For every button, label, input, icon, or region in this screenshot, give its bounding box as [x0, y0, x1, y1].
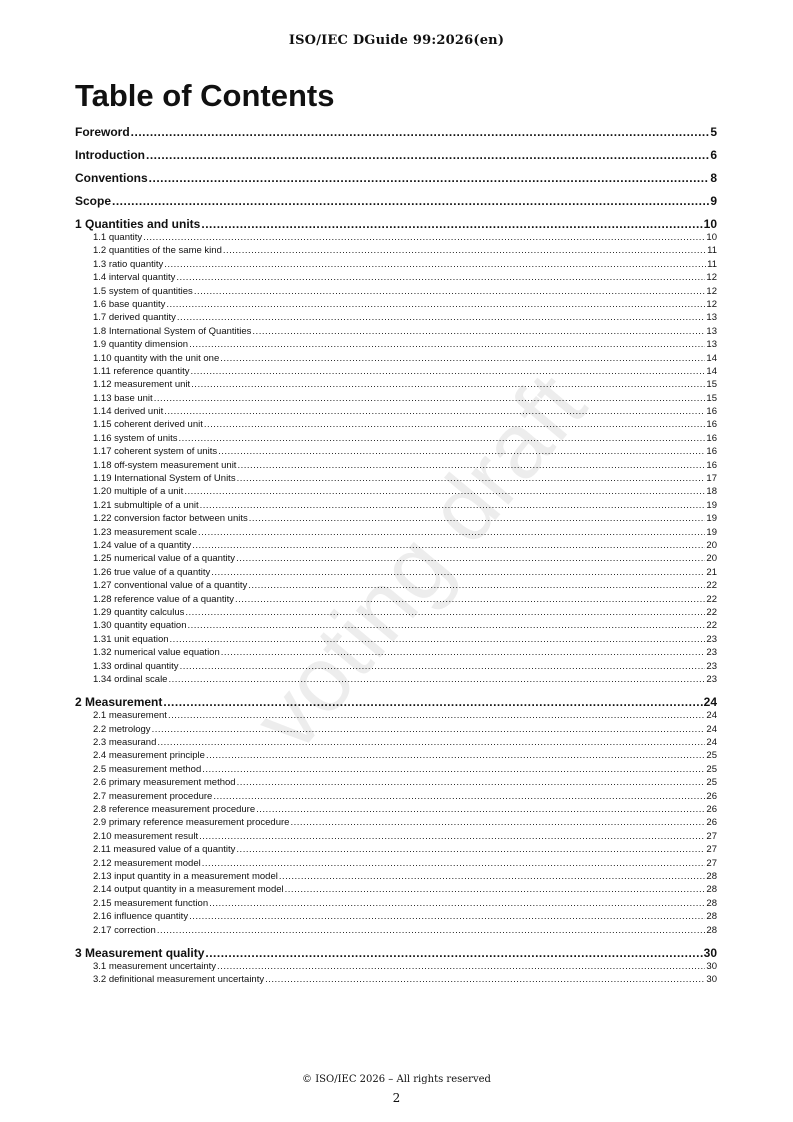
- toc-subsection-entry[interactable]: [75, 723, 717, 736]
- dot-leader: [189, 910, 705, 923]
- toc-entry-page: 26: [706, 790, 717, 802]
- toc-entry-label: 1.27 conventional value of a quantity: [93, 580, 248, 592]
- toc-entry-label: 1.18 off-system measurement unit: [93, 459, 237, 471]
- toc-entry-page: 18: [706, 486, 717, 498]
- toc-entry-label: 3 Measurement quality: [75, 945, 205, 960]
- page-footer: [0, 1073, 793, 1105]
- toc-entry-label: 2.2 metrology: [93, 723, 151, 735]
- toc-entry-page: 17: [706, 473, 717, 485]
- toc-entry-page: 14: [706, 352, 717, 364]
- toc-subsection-entry[interactable]: [75, 709, 717, 722]
- toc-entry-page: 23: [706, 660, 717, 672]
- dot-leader: [178, 432, 705, 445]
- toc-entry-page: 13: [706, 325, 717, 337]
- toc-subsection-entry[interactable]: [75, 539, 717, 552]
- toc-entry-page: 9: [710, 194, 717, 208]
- toc-section-entry[interactable]: [75, 194, 717, 208]
- toc-entry-label: 1.24 value of a quantity: [93, 539, 192, 551]
- toc-entry-label: 1.26 true value of a quantity: [93, 566, 211, 578]
- toc-section-entry[interactable]: [75, 217, 717, 231]
- dot-leader: [211, 566, 705, 579]
- dot-leader: [164, 258, 706, 271]
- toc-entry-page: 5: [710, 125, 717, 139]
- dot-leader: [202, 763, 705, 776]
- toc-entry-page: 23: [706, 673, 717, 685]
- dot-leader: [201, 217, 702, 231]
- toc-entry-page: 6: [710, 148, 717, 162]
- toc-entry-label: 2.8 reference measurement procedure: [93, 804, 256, 816]
- toc-entry-label: 2.13 input quantity in a measurement model: [93, 870, 278, 882]
- toc-subsection-entry[interactable]: [75, 924, 717, 937]
- dot-leader: [213, 790, 705, 803]
- dot-leader: [180, 660, 706, 673]
- toc-subsection-entry[interactable]: [75, 392, 717, 405]
- dot-leader: [256, 803, 705, 816]
- toc-subsection-entry[interactable]: [75, 298, 717, 311]
- toc-entry-page: 26: [706, 817, 717, 829]
- toc-subsection-entry[interactable]: [75, 883, 717, 896]
- toc-entry-page: 30: [706, 974, 717, 986]
- toc-entry-page: 13: [706, 339, 717, 351]
- toc-entry-label: 2.4 measurement principle: [93, 750, 205, 762]
- dot-leader: [190, 365, 705, 378]
- toc-entry-page: 16: [706, 419, 717, 431]
- dot-leader: [236, 843, 705, 856]
- toc-entry-label: 1.14 derived unit: [93, 406, 164, 418]
- toc-entry-label: 1.13 base unit: [93, 392, 153, 404]
- toc-entry-page: 26: [706, 804, 717, 816]
- dot-leader: [220, 352, 705, 365]
- dot-leader: [164, 405, 705, 418]
- dot-leader: [290, 816, 705, 829]
- toc-entry-page: 22: [706, 620, 717, 632]
- dot-leader: [248, 579, 705, 592]
- toc-entry-label: 2.11 measured value of a quantity: [93, 844, 236, 856]
- toc-entry-page: 27: [706, 857, 717, 869]
- toc-entry-page: 28: [706, 911, 717, 923]
- dot-leader: [236, 552, 705, 565]
- toc-entry-label: Introduction: [75, 148, 145, 162]
- toc-entry-label: 2 Measurement: [75, 695, 163, 710]
- toc-section-entry[interactable]: [75, 946, 717, 960]
- toc-subsection-entry[interactable]: [75, 646, 717, 659]
- toc-entry-label: 1.9 quantity dimension: [93, 339, 189, 351]
- toc-subsection-entry[interactable]: [75, 763, 717, 776]
- toc-subsection-entry[interactable]: [75, 459, 717, 472]
- toc-entry-label: 3.2 definitional measurement uncertainty: [93, 974, 265, 986]
- dot-leader: [285, 883, 706, 896]
- toc-subsection-entry[interactable]: [75, 418, 717, 431]
- toc-subsection-entry[interactable]: [75, 749, 717, 762]
- toc-entry-page: 22: [706, 606, 717, 618]
- dot-leader: [170, 633, 706, 646]
- toc-entry-label: 2.17 correction: [93, 924, 156, 936]
- toc-subsection-entry[interactable]: [75, 526, 717, 539]
- toc-entry-label: 1.2 quantities of the same kind: [93, 245, 222, 257]
- toc-section-entry[interactable]: [75, 695, 717, 709]
- dot-leader: [188, 619, 706, 632]
- toc-subsection-entry[interactable]: [75, 258, 717, 271]
- dot-leader: [252, 325, 705, 338]
- toc-entry-label: 1.11 reference quantity: [93, 365, 190, 377]
- toc-entry-label: 2.7 measurement procedure: [93, 790, 213, 802]
- dot-leader: [152, 723, 706, 736]
- toc-entry-label: 2.3 measurand: [93, 737, 157, 749]
- toc-entry-label: 1.1 quantity: [93, 232, 143, 243]
- toc-entry-page: 24: [703, 695, 717, 710]
- dot-leader: [112, 194, 709, 208]
- dot-leader: [168, 709, 705, 722]
- toc-entry-label: 1.10 quantity with the unit one: [93, 352, 220, 364]
- toc-subsection-entry[interactable]: [75, 271, 717, 284]
- toc-entry-label: 1.34 ordinal scale: [93, 673, 168, 685]
- toc-entry-page: 25: [706, 763, 717, 775]
- dot-leader: [131, 125, 710, 139]
- toc-entry-page: 12: [706, 298, 717, 310]
- toc-entry-label: 2.12 measurement model: [93, 857, 201, 869]
- dot-leader: [265, 973, 705, 986]
- dot-leader: [177, 311, 706, 324]
- toc-entry-page: 16: [706, 432, 717, 444]
- toc-entry-page: 10: [706, 232, 717, 243]
- page-title: Table of Contents: [75, 78, 335, 113]
- dot-leader: [199, 830, 705, 843]
- dot-leader: [202, 857, 706, 870]
- draft-watermark: voting draft: [234, 355, 605, 770]
- toc-entry-label: 1.19 International System of Units: [93, 473, 236, 485]
- toc-entry-page: 24: [706, 737, 717, 749]
- toc-entry-label: 2.6 primary measurement method: [93, 777, 236, 789]
- toc-subsection-entry[interactable]: [75, 857, 717, 870]
- toc-subsection-entry[interactable]: [75, 485, 717, 498]
- toc-entry-page: 19: [706, 526, 717, 538]
- toc-entry-page: 16: [706, 459, 717, 471]
- toc-subsection-entry[interactable]: [75, 352, 717, 365]
- toc-entry-page: 12: [706, 272, 717, 284]
- toc-entry-page: 19: [706, 513, 717, 525]
- toc-subsection-entry[interactable]: [75, 816, 717, 829]
- toc-subsection-entry[interactable]: [75, 606, 717, 619]
- dot-leader: [237, 776, 706, 789]
- toc-entry-label: 1.23 measurement scale: [93, 526, 198, 538]
- toc-entry-label: 2.5 measurement method: [93, 763, 202, 775]
- toc-entry-page: 20: [706, 553, 717, 565]
- toc-entry-page: 30: [703, 945, 717, 960]
- dot-leader: [249, 512, 706, 525]
- toc-subsection-entry[interactable]: [75, 633, 717, 646]
- toc-subsection-entry[interactable]: [75, 285, 717, 298]
- toc-subsection-entry[interactable]: [75, 619, 717, 632]
- page-number: 2: [392, 1091, 401, 1105]
- dot-leader: [157, 736, 705, 749]
- toc-entry-label: 1.31 unit equation: [93, 633, 169, 645]
- toc-entry-page: 13: [706, 312, 717, 324]
- toc-subsection-entry[interactable]: [75, 325, 717, 338]
- toc-entry-page: 16: [706, 446, 717, 458]
- running-header: ISO/IEC DGuide 99:2026(en): [288, 33, 505, 48]
- toc-entry-label: 2.9 primary reference measurement procedure: [93, 817, 290, 829]
- toc-subsection-entry[interactable]: [75, 736, 717, 749]
- toc-entry-label: Scope: [75, 194, 112, 208]
- toc-subsection-entry[interactable]: [75, 365, 717, 378]
- dot-leader: [237, 472, 706, 485]
- toc-entry-page: 20: [706, 539, 717, 551]
- dot-leader: [192, 539, 705, 552]
- toc-entry-page: 30: [706, 960, 717, 972]
- dot-leader: [204, 418, 706, 431]
- toc-entry-label: 1.12 measurement unit: [93, 379, 191, 391]
- toc-entry-page: 28: [706, 870, 717, 882]
- toc-subsection-entry[interactable]: [75, 830, 717, 843]
- toc-entry-label: 1.25 numerical value of a quantity: [93, 553, 236, 565]
- toc-entry-page: 25: [706, 750, 717, 762]
- dot-leader: [154, 392, 706, 405]
- toc-entry-page: 22: [706, 580, 717, 592]
- toc-entry-label: 2.10 measurement result: [93, 830, 199, 842]
- toc-subsection-entry[interactable]: [75, 579, 717, 592]
- toc-subsection-entry[interactable]: [75, 378, 717, 391]
- toc-entry-label: 3.1 measurement uncertainty: [93, 960, 217, 972]
- dot-leader: [143, 231, 705, 244]
- toc-entry-label: 1.16 system of units: [93, 432, 178, 444]
- dot-leader: [223, 244, 706, 257]
- dot-leader: [279, 870, 706, 883]
- toc-subsection-entry[interactable]: [75, 776, 717, 789]
- toc-entry-page: 27: [706, 844, 717, 856]
- toc-entry-page: 28: [706, 924, 717, 936]
- toc-subsection-entry[interactable]: [75, 405, 717, 418]
- dot-leader: [184, 485, 705, 498]
- toc-section-entry[interactable]: [75, 148, 717, 162]
- toc-entry-label: 1.32 numerical value equation: [93, 647, 220, 659]
- toc-entry-label: 1.28 reference value of a quantity: [93, 593, 235, 605]
- toc-entry-label: 1.33 ordinal quantity: [93, 660, 179, 672]
- toc-subsection-entry[interactable]: [75, 897, 717, 910]
- toc-entry-page: 19: [706, 499, 717, 511]
- dot-leader: [217, 960, 705, 973]
- toc-subsection-entry[interactable]: [75, 843, 717, 856]
- dot-leader: [205, 946, 702, 960]
- dot-leader: [166, 298, 705, 311]
- dot-leader: [218, 445, 705, 458]
- toc-subsection-entry[interactable]: [75, 973, 717, 986]
- toc-entry-page: 25: [706, 777, 717, 789]
- toc-entry-label: Conventions: [75, 171, 148, 185]
- toc-entry-label: 2.14 output quantity in a measurement model: [93, 884, 284, 896]
- toc-entry-page: 22: [706, 593, 717, 605]
- dot-leader: [176, 271, 705, 284]
- toc-entry-page: 24: [706, 710, 717, 722]
- toc-entry-page: 24: [706, 723, 717, 735]
- toc-subsection-entry[interactable]: [75, 445, 717, 458]
- toc-subsection-entry[interactable]: [75, 231, 717, 244]
- dot-leader: [235, 593, 705, 606]
- toc-entry-page: 23: [706, 647, 717, 659]
- dot-leader: [157, 924, 706, 937]
- toc-entry-page: 21: [706, 566, 717, 578]
- toc-entry-page: 15: [706, 379, 717, 391]
- toc-entry-label: 2.15 measurement function: [93, 897, 209, 909]
- copyright-notice: © ISO/IEC 2026 – All rights reserved: [302, 1074, 491, 1085]
- toc-subsection-entry[interactable]: [75, 432, 717, 445]
- toc-entry-label: 1 Quantities and units: [75, 217, 201, 231]
- toc-subsection-entry[interactable]: [75, 870, 717, 883]
- toc-entry-label: 1.3 ratio quantity: [93, 258, 164, 270]
- dot-leader: [146, 148, 709, 162]
- toc-entry-page: 10: [703, 217, 717, 231]
- toc-subsection-entry[interactable]: [75, 673, 717, 686]
- toc-subsection-entry[interactable]: [75, 960, 717, 973]
- toc-entry-label: 2.16 influence quantity: [93, 911, 189, 923]
- toc-subsection-entry[interactable]: [75, 910, 717, 923]
- dot-leader: [209, 897, 705, 910]
- toc-entry-label: 1.29 quantity calculus: [93, 606, 185, 618]
- toc-entry-label: 1.17 coherent system of units: [93, 446, 218, 458]
- toc-entry-page: 12: [706, 285, 717, 297]
- toc-entry-label: 1.21 submultiple of a unit: [93, 499, 199, 511]
- dot-leader: [200, 499, 706, 512]
- toc-entry-page: 27: [706, 830, 717, 842]
- dot-leader: [237, 459, 705, 472]
- toc-entry-page: 14: [706, 365, 717, 377]
- toc-subsection-entry[interactable]: [75, 790, 717, 803]
- toc-entry-label: 2.1 measurement: [93, 710, 167, 722]
- toc-subsection-entry[interactable]: [75, 472, 717, 485]
- toc-entry-page: 11: [707, 245, 717, 257]
- toc-subsection-entry[interactable]: [75, 244, 717, 257]
- toc-subsection-entry[interactable]: [75, 512, 717, 525]
- toc-entry-label: 1.30 quantity equation: [93, 620, 187, 632]
- dot-leader: [221, 646, 706, 659]
- dot-leader: [149, 171, 710, 185]
- toc-entry-page: 28: [706, 897, 717, 909]
- toc-entry-label: 1.4 interval quantity: [93, 272, 176, 284]
- dot-leader: [198, 526, 705, 539]
- toc-entry-page: 15: [706, 392, 717, 404]
- toc-section-entry[interactable]: [75, 125, 717, 139]
- dot-leader: [185, 606, 705, 619]
- dot-leader: [168, 673, 705, 686]
- dot-leader: [206, 749, 705, 762]
- toc-section-entry[interactable]: [75, 171, 717, 185]
- toc-entry-page: 11: [707, 258, 717, 270]
- toc-entry-page: 16: [706, 406, 717, 418]
- dot-leader: [189, 338, 705, 351]
- toc-entry-page: 8: [710, 171, 717, 185]
- toc-entry-label: Foreword: [75, 125, 130, 139]
- table-of-contents: [75, 125, 717, 987]
- dot-leader: [163, 695, 702, 709]
- toc-entry-label: 1.22 conversion factor between units: [93, 513, 248, 525]
- toc-subsection-entry[interactable]: [75, 552, 717, 565]
- toc-subsection-entry[interactable]: [75, 660, 717, 673]
- toc-subsection-entry[interactable]: [75, 338, 717, 351]
- toc-subsection-entry[interactable]: [75, 311, 717, 324]
- dot-leader: [194, 285, 706, 298]
- toc-entry-label: 1.5 system of quantities: [93, 285, 193, 297]
- toc-subsection-entry[interactable]: [75, 593, 717, 606]
- toc-subsection-entry[interactable]: [75, 566, 717, 579]
- toc-entry-page: 23: [706, 633, 717, 645]
- toc-entry-label: 1.20 multiple of a unit: [93, 486, 184, 498]
- toc-subsection-entry[interactable]: [75, 803, 717, 816]
- toc-subsection-entry[interactable]: [75, 499, 717, 512]
- toc-entry-page: 28: [706, 884, 717, 896]
- toc-entry-label: 1.6 base quantity: [93, 298, 166, 310]
- toc-entry-label: 1.7 derived quantity: [93, 312, 176, 324]
- toc-entry-label: 1.15 coherent derived unit: [93, 419, 203, 431]
- dot-leader: [191, 378, 705, 391]
- toc-entry-label: 1.8 International System of Quantities: [93, 325, 252, 337]
